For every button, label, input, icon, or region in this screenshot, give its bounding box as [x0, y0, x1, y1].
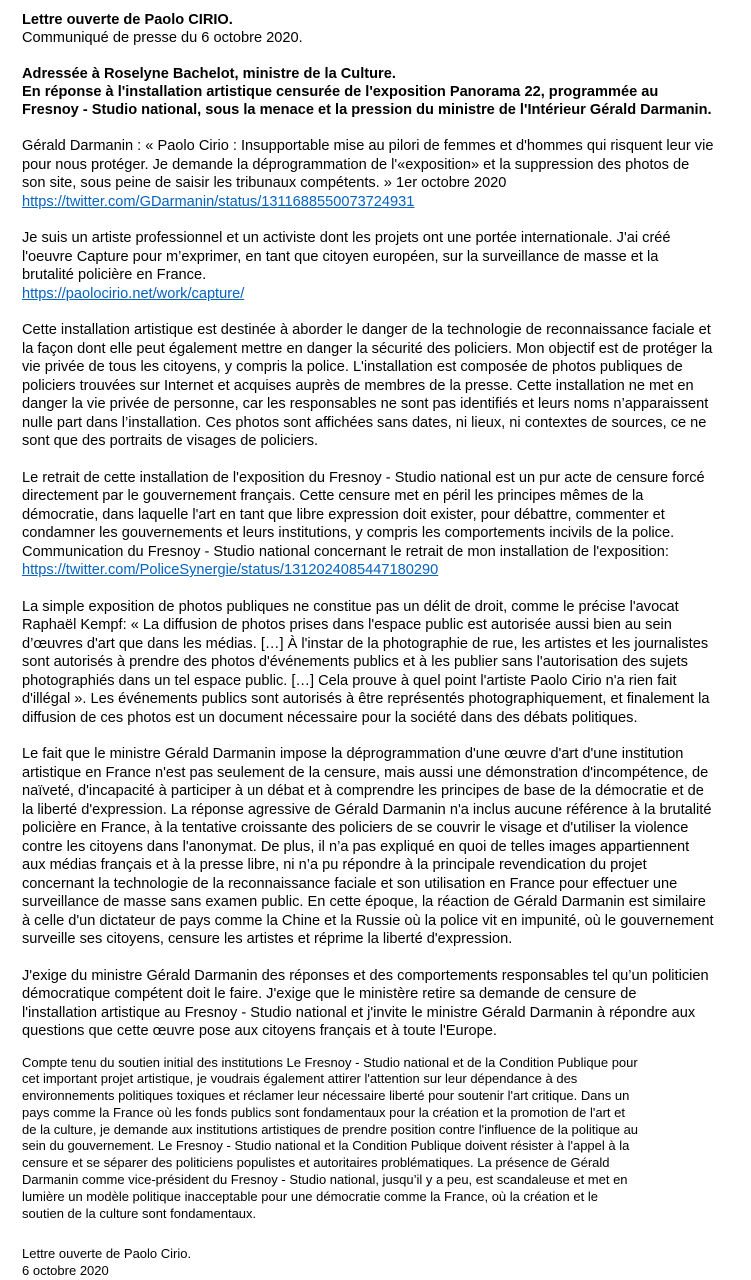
text-line: policiers trouvées sur Internet et acquises auprès de membres de la presse. Cette installation ne met en	[22, 377, 694, 394]
text-line: diffusion de ces photos est un document nécessaire pour la société dans des débats politiques.	[22, 709, 638, 726]
text-line: sein du gouvernement. Le Fresnoy - Studio national et la Condition Publique doivent résister à l'appel à la	[22, 1138, 630, 1154]
text-line: Gérald Darmanin : « Paolo Cirio : Insupportable mise au pilori de femmes et d'hommes qui risquent leur vie	[22, 138, 714, 154]
text-line: La simple exposition de photos publiques ne constitue pas un délit de droit, comme le précise l'avocat	[22, 598, 679, 615]
text-line: policière en France, à la tentative croissante des policiers de se couvrir le visage et d'utiliser la violence	[22, 820, 689, 836]
text-line: la façon dont elle peut également mettre en danger la sécurité des policiers. Mon objectif est de protéger la	[22, 340, 713, 357]
text-line: environnements politiques toxiques et réclamer leur nécessaire liberté pour soutenir l'art critique. Dans un	[22, 1088, 630, 1104]
text-line: la liberté d'expression. La réponse agressive de Gérald Darmanin n'a inclus aucune référence à la brutalité	[22, 801, 712, 818]
text-line: directement par le gouvernement français. Cette censure met en péril les principes mêmes de la	[22, 488, 644, 504]
paragraph-darmanin-quote	[22, 137, 731, 211]
text-line: d’œuvres d'art que dans les médias. […] À l'instar de la photographie de rue, les artistes et les journalistes	[22, 635, 709, 652]
text-line: condamner les gouvernements et leurs institutions, y compris les comportements incivils de la police.	[22, 525, 675, 541]
text-line: nulle part dans l’installation. Ces photos sont affichées sans dates, ni lieux, ni contextes de sources, ce ne	[22, 414, 707, 431]
text-line: aux médias français et à la presse libre, ni n’a pu répondre à la principale revendication du projet	[22, 857, 647, 873]
paragraph-demands	[22, 967, 731, 1041]
letter-title: Lettre ouverte de Paolo CIRIO.	[22, 12, 233, 28]
signature-date: 6 octobre 2020	[22, 1263, 109, 1279]
text-line: sont que des portraits de visages de policiers.	[22, 433, 319, 449]
text-line: Cette installation artistique est destinée à aborder le danger de la technologie de reconnaissance faciale et	[22, 322, 711, 338]
text-line: surveille ses citoyens, censure les artistes et réprime la liberté d'expression.	[22, 931, 513, 947]
paragraph-installation	[22, 321, 731, 451]
text-line: Raphaël Kempf: « La diffusion de photos prises dans l'espace public est autorisée aussi bien au sein	[22, 617, 672, 633]
text-line: vie privée de tous les citoyens, y compris la police. L'installation est composée de photos publiques de	[22, 359, 683, 375]
text-line: son site, sous peine de saisir les tribunaux compétents. » 1er octobre 2020	[22, 175, 507, 191]
address-line: En réponse à l'installation artistique censurée de l'exposition Panorama 22, programmée au	[22, 84, 659, 100]
text-line: à celle d'un dictateur de pays comme la Chine et la Russie où la police vit en impunité, où le gouvernement	[22, 912, 714, 929]
police-synergie-tweet-link[interactable]: https://twitter.com/PoliceSynergie/status/1312024085447180290	[22, 562, 439, 578]
text-line: surveillance de masse sans examen public. En cette époque, la réaction de Gérald Darmanin est similaire	[22, 894, 706, 910]
text-line: censure et se séparer des politiciens populistes et autoritaires problématiques. La présence de Gérald	[22, 1155, 610, 1171]
text-line: Communication du Fresnoy - Studio national concernant le retrait de mon installation de l'exposition:	[22, 543, 669, 560]
paragraph-legal	[22, 598, 731, 728]
text-line: danger la vie privée de personne, car les responsables ne sont pas identifiés et leurs noms n’apparaissent	[22, 396, 709, 412]
text-line: l'oeuvre Capture pour m’exprimer, en tant que citoyen européen, sur la surveillance de masse et la	[22, 248, 659, 265]
paragraph-institutions	[22, 1055, 731, 1223]
text-line: Darmanin comme vice-président du Fresnoy - Studio national, jusqu’il y a peu, est scandaleuse et met en	[22, 1172, 628, 1188]
text-line: pour nous protéger. Je demande la déprogrammation de l'«exposition» et la suppression des photos de	[22, 156, 690, 173]
text-line: cet important projet artistique, je voudrais également attirer l'attention sur leur dépendance à des	[22, 1071, 578, 1087]
text-line: J'exige du ministre Gérald Darmanin des réponses et des comportements responsables tel qu’un politicien	[22, 967, 709, 984]
text-line: l'installation artistique au Fresnoy - Studio national et j'invite le ministre Gérald Darmanin à répondre aux	[22, 1004, 696, 1021]
text-line: d'illégal ». Les événements publics sont autorisés à être représentés photographiquement, et finalement la	[22, 691, 710, 707]
text-line: soutien de la culture sont fondamentaux.	[22, 1205, 257, 1221]
text-line: démocratie, dans laquelle l'art en tant que libre expression doit exister, pour débattre, commenter et	[22, 506, 665, 523]
text-line: de la culture, je demande aux institutions artistiques de prendre position contre l'influence de la politique au	[22, 1121, 639, 1137]
text-line: artistique en France n'est pas seulement de la censure, mais aussi une démonstration d'incompétence, de	[22, 764, 709, 781]
text-line: Le retrait de cette installation de l'exposition du Fresnoy - Studio national est un pur acte de censure forcé	[22, 469, 705, 486]
text-line: pays comme la France où les fonds publics sont fondamentaux pour la création et la promotion de l'art et	[22, 1104, 625, 1120]
text-line: sont autorisés à prendre des photos d'événements publics et à les publier sans l'autorisation des sujets	[22, 654, 688, 670]
address-line: Fresnoy - Studio national, sous la menace et la pression du ministre de l'Intérieur Gérald Darmanin.	[22, 102, 712, 118]
text-line: concernant la technologie de la reconnaissance faciale et son utilisation en France pour effectuer une	[22, 875, 678, 892]
text-line: photographiés dans un tel espace public. […] Cela prouve à quel point l'artiste Paolo Cirio n'a rien fait	[22, 672, 677, 689]
text-line: Compte tenu du soutien initial des institutions Le Fresnoy - Studio national et de la Condition Publique pour	[22, 1054, 638, 1070]
signature-line: Lettre ouverte de Paolo Cirio.	[22, 1246, 192, 1262]
address-block	[22, 65, 731, 119]
text-line: Le fait que le ministre Gérald Darmanin impose la déprogrammation d'une œuvre d'art d'une institution	[22, 746, 684, 762]
text-line: contre les citoyens dans l'anonymat. De plus, il n’a pas expliqué en quoi de telles images appartiennent	[22, 838, 690, 855]
text-line: Je suis un artiste professionnel et un activiste dont les projets ont une portée internationale. J'ai créé	[22, 230, 671, 246]
address-line: Adressée à Roselyne Bachelot, ministre de la Culture.	[22, 66, 396, 82]
darmanin-tweet-link[interactable]: https://twitter.com/GDarmanin/status/1311688550073724931	[22, 193, 415, 210]
text-line: lumière un modèle politique inacceptable pour une démocratie comme la France, où la création et le	[22, 1188, 598, 1204]
paragraph-censorship	[22, 469, 731, 580]
paragraph-minister-critique	[22, 745, 731, 949]
capture-work-link[interactable]: https://paolocirio.net/work/capture/	[22, 285, 245, 302]
paragraph-artist-intro	[22, 229, 731, 303]
text-line: démocratique compétent doit le faire. J'exige que le ministère retire sa demande de censure de	[22, 986, 637, 1002]
signature-block	[22, 1246, 731, 1280]
text-line: questions que cette œuvre pose aux citoyens français et à toute l'Europe.	[22, 1023, 497, 1039]
text-line: naïveté, d'incapacité à participer à un débat et à comprendre les principes de base de la démocratie et de	[22, 783, 704, 799]
press-release-date: Communiqué de presse du 6 octobre 2020.	[22, 30, 303, 46]
text-line: brutalité policière en France.	[22, 267, 207, 283]
